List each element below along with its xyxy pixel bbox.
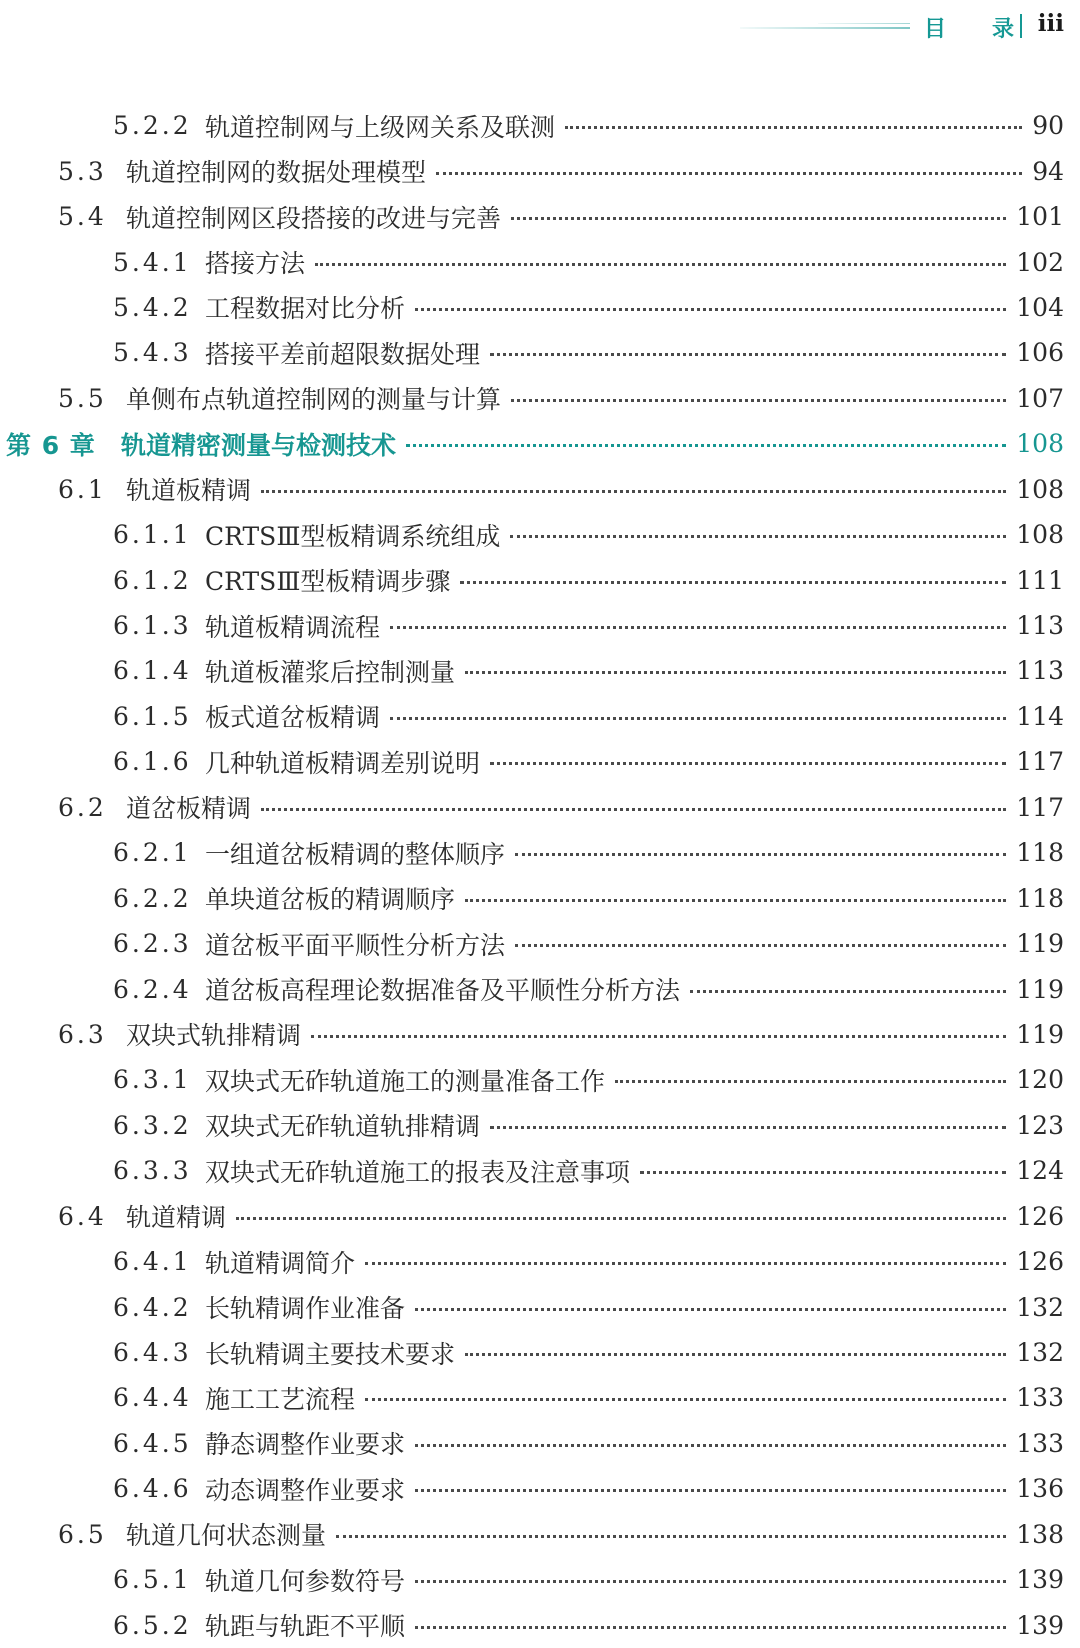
toc-entry-sub[interactable] [0, 739, 1080, 784]
dot-leader [490, 353, 1006, 356]
toc-entry-page: 104 [1016, 292, 1064, 322]
toc-entry-sub[interactable] [0, 1330, 1080, 1375]
toc-entry-title: 一组道岔板精调的整体顺序 [205, 839, 506, 869]
toc-entry-page: 138 [1016, 1519, 1064, 1549]
toc-entry-sub[interactable] [0, 1057, 1080, 1102]
toc-entry-chapter[interactable] [0, 421, 1080, 466]
toc-entry-page: 133 [1016, 1428, 1064, 1458]
toc-entry-number: 5.5 [58, 383, 107, 413]
toc-entry-title: 轨道几何状态测量 [126, 1521, 327, 1551]
toc-entry-number: 6.4.3 [113, 1338, 192, 1368]
dot-leader [515, 853, 1006, 856]
toc-entry-page: 113 [1016, 656, 1064, 686]
header-rule [740, 27, 910, 29]
header-page-number: iii [1037, 10, 1064, 37]
dot-leader [236, 1217, 1006, 1220]
toc-entry-title: 施工工艺流程 [205, 1384, 356, 1414]
toc-entry-title: 单侧布点轨道控制网的测量与计算 [126, 385, 502, 415]
toc-entry-title: 长轨精调主要技术要求 [205, 1339, 456, 1369]
toc-entry-title: 轨道精调 [126, 1203, 227, 1233]
dot-leader [490, 762, 1006, 765]
toc-entry-sub[interactable] [0, 966, 1080, 1011]
toc-entry-sub[interactable] [0, 239, 1080, 284]
header-separator [1020, 14, 1022, 38]
toc-entry-number: 6.2.4 [113, 974, 192, 1004]
toc-entry-page: 132 [1016, 1338, 1064, 1368]
toc-entry-title: 轨道控制网的数据处理模型 [126, 158, 427, 188]
dot-leader [415, 1489, 1006, 1492]
dot-leader [511, 399, 1006, 402]
toc-entry-number: 5.4.1 [113, 247, 192, 277]
dot-leader [436, 172, 1022, 175]
toc-entry-title: 动态调整作业要求 [205, 1475, 406, 1505]
dot-leader [490, 1126, 1006, 1129]
toc-entry-number: 6.1.3 [113, 611, 192, 641]
dot-leader [465, 671, 1006, 674]
toc-entry-number: 5.4.2 [113, 292, 192, 322]
toc-entry-title: 长轨精调作业准备 [205, 1294, 406, 1324]
toc-entry-number: 6.2.1 [113, 838, 192, 868]
toc-entry-title: CRTSⅢ型板精调步骤 [205, 567, 451, 597]
toc-entry-page: 132 [1016, 1292, 1064, 1322]
toc-entry-title: 轨道几何参数符号 [205, 1566, 406, 1596]
toc-entry-page: 107 [1016, 383, 1064, 413]
toc-entry-number: 6.3 [58, 1019, 107, 1049]
toc-entry-title: 道岔板平面平顺性分析方法 [205, 930, 506, 960]
toc-entry-sub[interactable] [0, 285, 1080, 330]
toc-entry-page: 124 [1016, 1156, 1064, 1186]
toc-entry-sub[interactable] [0, 921, 1080, 966]
dot-leader [415, 1308, 1006, 1311]
toc-entry-section[interactable] [0, 1012, 1080, 1057]
running-header [0, 0, 1080, 60]
dot-leader [415, 1444, 1006, 1447]
toc-entry-page: 111 [1016, 565, 1064, 595]
toc-entry-page: 123 [1016, 1110, 1064, 1140]
toc-entry-title: 双块式无砟轨道施工的报表及注意事项 [205, 1157, 631, 1187]
toc-entry-sub[interactable] [0, 1103, 1080, 1148]
toc-entry-section[interactable] [0, 194, 1080, 239]
toc-entry-page: 113 [1016, 611, 1064, 641]
toc-entry-title: 轨道板精调 [126, 476, 252, 506]
dot-leader [390, 717, 1006, 720]
toc-entry-title: 轨道控制网区段搭接的改进与完善 [126, 203, 502, 233]
toc-entry-page: 119 [1016, 974, 1064, 1004]
toc-entry-title: 搭接平差前超限数据处理 [205, 339, 481, 369]
toc-entry-title: 道岔板高程理论数据准备及平顺性分析方法 [205, 976, 681, 1006]
toc-entry-title: 双块式轨排精调 [126, 1021, 302, 1051]
toc-entry-number: 6.1.6 [113, 747, 192, 777]
toc-entry-page: 133 [1016, 1383, 1064, 1413]
toc-entry-page: 114 [1016, 701, 1064, 731]
toc-entry-section[interactable] [0, 467, 1080, 512]
toc-entry-number: 6.5.2 [113, 1610, 192, 1640]
toc-entry-page: 108 [1016, 429, 1064, 459]
toc-entry-sub[interactable] [0, 1602, 1080, 1647]
toc-entry-number: 6.5 [58, 1519, 107, 1549]
toc-entry-sub[interactable] [0, 875, 1080, 920]
toc-entry-sub[interactable] [0, 1284, 1080, 1329]
toc-entry-title: CRTSⅢ型板精调系统组成 [205, 521, 501, 551]
toc-entry-number: 6.1.1 [113, 520, 192, 550]
dot-leader [261, 808, 1006, 811]
dot-leader [311, 1035, 1006, 1038]
toc-entry-page: 117 [1016, 747, 1064, 777]
toc-entry-number: 6.4.1 [113, 1247, 192, 1277]
toc-entry-title: 静态调整作业要求 [205, 1430, 406, 1460]
toc-entry-section[interactable] [0, 1194, 1080, 1239]
toc-entry-page: 139 [1016, 1565, 1064, 1595]
toc-entry-title: 轨道控制网与上级网关系及联测 [205, 112, 556, 142]
toc-entry-page: 106 [1016, 338, 1064, 368]
toc-entry-sub[interactable] [0, 648, 1080, 693]
toc-entry-page: 139 [1016, 1610, 1064, 1640]
toc-entry-title: 板式道岔板精调 [205, 703, 381, 733]
toc-entry-sub[interactable] [0, 1557, 1080, 1602]
toc-entry-title: 轨道板精调流程 [205, 612, 381, 642]
toc-entry-page: 90 [1032, 111, 1064, 141]
toc-entry-page: 136 [1016, 1474, 1064, 1504]
toc-entry-page: 102 [1016, 247, 1064, 277]
toc-entry-number: 6.4.4 [113, 1383, 192, 1413]
toc-entry-number: 6.1.2 [113, 565, 192, 595]
header-title [924, 12, 1014, 43]
toc-entry-number: 5.2.2 [113, 111, 192, 141]
header-rule-thin [818, 23, 910, 24]
toc-entry-sub[interactable] [0, 1375, 1080, 1420]
dot-leader [690, 990, 1006, 993]
toc-entry-sub[interactable] [0, 603, 1080, 648]
dot-leader [336, 1535, 1006, 1538]
dot-leader [415, 308, 1006, 311]
toc-entry-number: 6.4.6 [113, 1474, 192, 1504]
toc-entry-title: 工程数据对比分析 [205, 294, 406, 324]
toc-entry-title: 道岔板精调 [126, 794, 252, 824]
dot-leader [261, 490, 1006, 493]
toc-entry-page: 118 [1016, 883, 1064, 913]
dot-leader [511, 217, 1006, 220]
dot-leader [615, 1080, 1006, 1083]
toc-entry-number: 第 6 章 [6, 430, 96, 460]
toc-entry-page: 117 [1016, 792, 1064, 822]
toc-entry-sub[interactable] [0, 557, 1080, 602]
toc-entry-page: 120 [1016, 1065, 1064, 1095]
toc-entry-title: 几种轨道板精调差别说明 [205, 748, 481, 778]
toc-entry-sub[interactable] [0, 103, 1080, 148]
toc-entry-title: 双块式无砟轨道施工的测量准备工作 [205, 1066, 606, 1096]
dot-leader [515, 944, 1006, 947]
toc-entry-number: 6.3.3 [113, 1156, 192, 1186]
toc-entry-page: 118 [1016, 838, 1064, 868]
toc-entry-section[interactable] [0, 785, 1080, 830]
toc-entry-number: 6.2 [58, 792, 107, 822]
dot-leader [406, 444, 1006, 447]
toc-entry-section[interactable] [0, 376, 1080, 421]
toc-entry-number: 5.3 [58, 156, 107, 186]
toc-entry-title: 轨道精调简介 [205, 1248, 356, 1278]
toc-entry-title: 单块道岔板的精调顺序 [205, 885, 456, 915]
dot-leader [365, 1398, 1006, 1401]
dot-leader [640, 1171, 1006, 1174]
toc-entry-number: 6.5.1 [113, 1565, 192, 1595]
toc-entry-page: 108 [1016, 520, 1064, 550]
dot-leader [510, 535, 1006, 538]
toc-entry-sub[interactable] [0, 1466, 1080, 1511]
toc-entry-number: 6.3.2 [113, 1110, 192, 1140]
toc-entry-title: 搭接方法 [205, 249, 306, 279]
toc-entry-page: 126 [1016, 1247, 1064, 1277]
toc-entry-page: 119 [1016, 1019, 1064, 1049]
toc-entry-sub[interactable] [0, 330, 1080, 375]
toc-entry-title: 轨距与轨距不平顺 [205, 1612, 406, 1642]
toc-entry-sub[interactable] [0, 694, 1080, 739]
toc-entry-page: 94 [1032, 156, 1064, 186]
toc-entry-sub[interactable] [0, 512, 1080, 557]
dot-leader [415, 1580, 1006, 1583]
toc-entry-page: 101 [1016, 202, 1064, 232]
toc-entry-page: 119 [1016, 929, 1064, 959]
toc-entry-number: 6.4.2 [113, 1292, 192, 1322]
toc-entry-section[interactable] [0, 148, 1080, 193]
toc-entry-section[interactable] [0, 1512, 1080, 1557]
toc-entry-number: 5.4 [58, 202, 107, 232]
header-title-char-2: 录 [991, 17, 1014, 42]
toc-entry-sub[interactable] [0, 1239, 1080, 1284]
dot-leader [415, 1626, 1006, 1629]
toc-entry-title: 轨道板灌浆后控制测量 [205, 657, 456, 687]
toc-entry-number: 6.1.5 [113, 701, 192, 731]
dot-leader [565, 126, 1022, 129]
toc-entry-number: 6.1 [58, 474, 107, 504]
toc-entry-number: 5.4.3 [113, 338, 192, 368]
toc-entry-title: 双块式无砟轨道轨排精调 [205, 1112, 481, 1142]
header-title-char-1: 目 [923, 17, 946, 42]
toc-entry-number: 6.3.1 [113, 1065, 192, 1095]
dot-leader [315, 263, 1006, 266]
dot-leader [460, 581, 1006, 584]
dot-leader [465, 899, 1006, 902]
dot-leader [390, 626, 1006, 629]
toc-entry-number: 6.2.3 [113, 929, 192, 959]
toc-entry-sub[interactable] [0, 830, 1080, 875]
toc-entry-number: 6.1.4 [113, 656, 192, 686]
toc-entry-number: 6.4.5 [113, 1428, 192, 1458]
toc-entry-sub[interactable] [0, 1421, 1080, 1466]
toc-entry-page: 126 [1016, 1201, 1064, 1231]
toc-entry-number: 6.2.2 [113, 883, 192, 913]
toc-entry-title: 轨道精密测量与检测技术 [121, 430, 397, 460]
toc-entry-page: 108 [1016, 474, 1064, 504]
table-of-contents [0, 103, 1080, 1648]
dot-leader [365, 1262, 1006, 1265]
toc-entry-sub[interactable] [0, 1148, 1080, 1193]
toc-entry-number: 6.4 [58, 1201, 107, 1231]
dot-leader [465, 1353, 1006, 1356]
